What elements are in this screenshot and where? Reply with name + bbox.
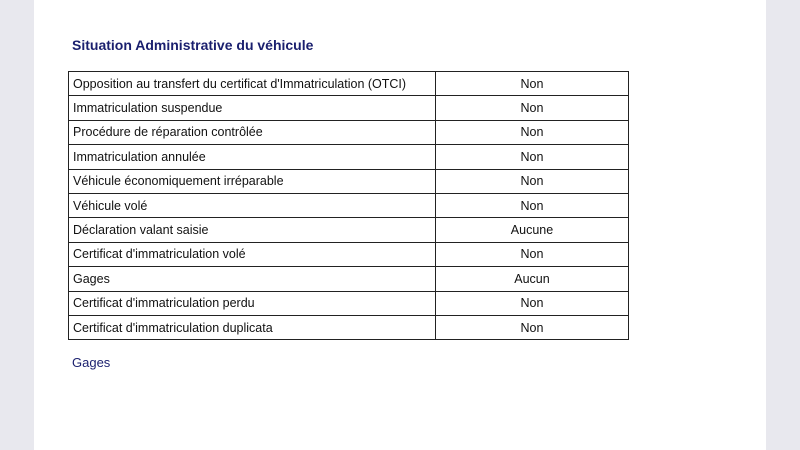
row-label-irreparable: Véhicule économiquement irréparable <box>69 169 436 193</box>
row-label-seizure: Déclaration valant saisie <box>69 218 436 242</box>
row-value-otci: Non <box>436 72 629 96</box>
row-value-lost-certificate: Non <box>436 291 629 315</box>
row-label-gages: Gages <box>69 267 436 291</box>
row-label-stolen-certificate: Certificat d'immatriculation volé <box>69 242 436 266</box>
row-value-seizure: Aucune <box>436 218 629 242</box>
row-label-cancelled: Immatriculation annulée <box>69 145 436 169</box>
row-label-repair-procedure: Procédure de réparation contrôlée <box>69 120 436 144</box>
table-row <box>69 72 629 96</box>
row-label-lost-certificate: Certificat d'immatriculation perdu <box>69 291 436 315</box>
row-value-duplicate-certificate: Non <box>436 315 629 339</box>
row-label-otci: Opposition au transfert du certificat d'Immatriculation (OTCI) <box>69 72 436 96</box>
row-value-suspended: Non <box>436 96 629 120</box>
table-row <box>69 315 629 339</box>
row-value-cancelled: Non <box>436 145 629 169</box>
gages-section-link[interactable]: Gages <box>72 355 111 370</box>
table-row <box>69 193 629 217</box>
row-value-stolen-vehicle: Non <box>436 193 629 217</box>
table-row <box>69 169 629 193</box>
table-row <box>69 291 629 315</box>
table-row <box>69 267 629 291</box>
table-row <box>69 145 629 169</box>
table-row <box>69 120 629 144</box>
row-value-gages: Aucun <box>436 267 629 291</box>
row-label-stolen-vehicle: Véhicule volé <box>69 193 436 217</box>
row-value-stolen-certificate: Non <box>436 242 629 266</box>
table-row <box>69 96 629 120</box>
section-title: Situation Administrative du véhicule <box>72 37 314 53</box>
row-value-repair-procedure: Non <box>436 120 629 144</box>
administrative-status-table <box>68 71 629 340</box>
table-row <box>69 242 629 266</box>
row-label-suspended: Immatriculation suspendue <box>69 96 436 120</box>
table-row <box>69 218 629 242</box>
document-page <box>34 0 766 450</box>
row-label-duplicate-certificate: Certificat d'immatriculation duplicata <box>69 315 436 339</box>
row-value-irreparable: Non <box>436 169 629 193</box>
